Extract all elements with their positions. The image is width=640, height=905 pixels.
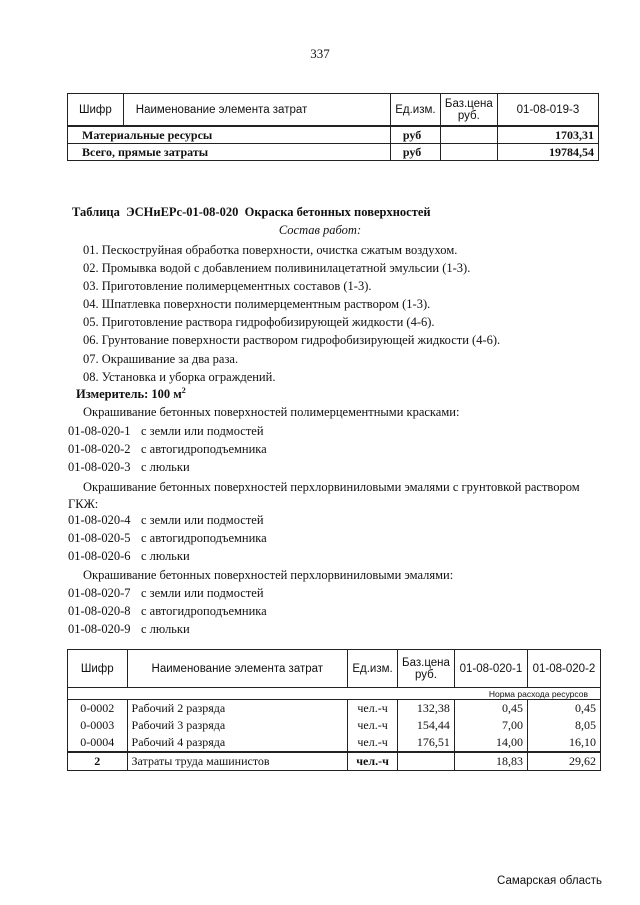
row-name: Материальные ресурсы [68, 126, 391, 144]
total-row [68, 752, 601, 771]
row-value: 19784,54 [497, 144, 598, 161]
row-name: Рабочий 4 разряда [127, 734, 348, 752]
item-text: с автогидроподъемника [141, 604, 267, 618]
top-resource-table [67, 93, 599, 161]
table-title-label: Таблица [72, 205, 120, 219]
row-name: Затраты труда машинистов [127, 752, 348, 771]
list-item [68, 424, 264, 439]
row-value-2: 0,45 [527, 700, 600, 718]
row-price: 176,51 [398, 734, 455, 752]
work-step: 03. Приготовление полимерцементных составов (1-3). [83, 279, 372, 294]
table-row [68, 144, 599, 161]
row-unit: чел.-ч [348, 700, 398, 718]
measure-unit [76, 386, 186, 402]
row-value-1: 7,00 [454, 717, 527, 734]
header-code: Шифр [68, 650, 128, 688]
row-price [440, 126, 497, 144]
row-value-1: 14,00 [454, 734, 527, 752]
list-item [68, 622, 190, 637]
row-code: 0-0003 [68, 717, 128, 734]
row-value-2: 29,62 [527, 752, 600, 771]
list-item [68, 442, 267, 457]
item-code: 01-08-020-4 [68, 513, 131, 527]
footer-region: Самарская область [497, 875, 602, 887]
list-item [68, 460, 190, 475]
row-code: 2 [68, 752, 128, 771]
table-title-code: ЭСНиЕРс-01-08-020 [126, 205, 239, 219]
work-step: 08. Установка и уборка ограждений. [83, 369, 276, 384]
norm-caption-row [68, 688, 601, 700]
work-step: 07. Окрашивание за два раза. [83, 351, 239, 366]
table-row [68, 700, 601, 718]
work-step: 01. Пескоструйная обработка поверхности, очистка сжатым воздухом. [83, 243, 458, 257]
header-norm-2: 01-08-020-2 [527, 650, 600, 688]
list-item [68, 531, 267, 546]
table-row [68, 734, 601, 752]
measure-label: Измеритель: 100 м [76, 387, 182, 402]
row-value-2: 8,05 [527, 717, 600, 734]
work-step: 05. Приготовление раствора гидрофобизирующей жидкости (4-6). [83, 315, 435, 330]
header-price: Баз.цена руб. [440, 94, 497, 127]
item-text: с автогидроподъемника [141, 442, 267, 456]
row-price [398, 752, 455, 771]
sostav-label: Состав работ: [278, 223, 362, 237]
list-item [68, 513, 264, 528]
row-code: 0-0002 [68, 700, 128, 718]
row-price [440, 144, 497, 161]
row-unit: чел.-ч [348, 752, 398, 771]
item-text: с земли или подмостей [141, 586, 264, 600]
table-title-name: Окраска бетонных поверхностей [244, 205, 431, 219]
row-price: 132,38 [398, 700, 455, 718]
item-code: 01-08-020-1 [68, 424, 131, 438]
group-heading: Окрашивание бетонных поверхностей перхлорвиниловыми эмалями с грунтовкой раствором ГКЖ: [68, 480, 580, 511]
header-unit: Ед.изм. [348, 650, 398, 688]
item-text: с земли или подмостей [141, 513, 264, 527]
item-text: с автогидроподъемника [141, 531, 267, 545]
row-unit: руб [390, 126, 440, 144]
table-header-row [68, 94, 599, 127]
row-value-2: 16,10 [527, 734, 600, 752]
header-norm: 01-08-019-3 [497, 94, 598, 127]
row-value: 1703,31 [497, 126, 598, 144]
table-row [68, 717, 601, 734]
row-value-1: 0,45 [454, 700, 527, 718]
list-item [68, 586, 264, 601]
work-step: 02. Промывка водой с добавлением поливинилацетатной эмульсии (1-3). [83, 261, 471, 276]
group-heading: Окрашивание бетонных поверхностей перхлорвиниловыми эмалями: [83, 568, 454, 582]
item-text: с земли или подмостей [141, 424, 264, 438]
measure-sup: 2 [181, 386, 186, 395]
item-code: 01-08-020-7 [68, 586, 131, 600]
table-row [68, 126, 599, 144]
item-code: 01-08-020-6 [68, 549, 131, 563]
header-code: Шифр [68, 94, 124, 127]
group-heading: Окрашивание бетонных поверхностей полимерцементными красками: [83, 405, 460, 419]
row-name: Рабочий 2 разряда [127, 700, 348, 718]
row-name: Всего, прямые затраты [68, 144, 391, 161]
table-header-row [68, 650, 601, 688]
header-name: Наименование элемента затрат [123, 94, 390, 127]
item-code: 01-08-020-3 [68, 460, 131, 474]
resource-norm-table [67, 649, 601, 771]
row-unit: руб [390, 144, 440, 161]
item-text: с люльки [141, 549, 190, 563]
item-code: 01-08-020-2 [68, 442, 131, 456]
row-price: 154,44 [398, 717, 455, 734]
item-code: 01-08-020-5 [68, 531, 131, 545]
header-price: Баз.цена руб. [398, 650, 455, 688]
header-name: Наименование элемента затрат [127, 650, 348, 688]
header-unit: Ед.изм. [390, 94, 440, 127]
row-value-1: 18,83 [454, 752, 527, 771]
item-text: с люльки [141, 460, 190, 474]
page-number: 337 [310, 46, 330, 61]
item-code: 01-08-020-9 [68, 622, 131, 636]
list-item [68, 604, 267, 619]
work-steps-list [83, 241, 500, 386]
header-norm-1: 01-08-020-1 [454, 650, 527, 688]
row-code: 0-0004 [68, 734, 128, 752]
row-unit: чел.-ч [348, 717, 398, 734]
work-step: 04. Шпатлевка поверхности полимерцементным раствором (1-3). [83, 297, 431, 312]
table-title [72, 205, 431, 220]
row-name: Рабочий 3 разряда [127, 717, 348, 734]
work-step: 06. Грунтование поверхности раствором гидрофобизирующей жидкости (4-6). [83, 333, 501, 348]
item-text: с люльки [141, 622, 190, 636]
row-unit: чел.-ч [348, 734, 398, 752]
item-code: 01-08-020-8 [68, 604, 131, 618]
list-item [68, 549, 190, 564]
norm-caption: Норма расхода ресурсов [68, 688, 601, 700]
